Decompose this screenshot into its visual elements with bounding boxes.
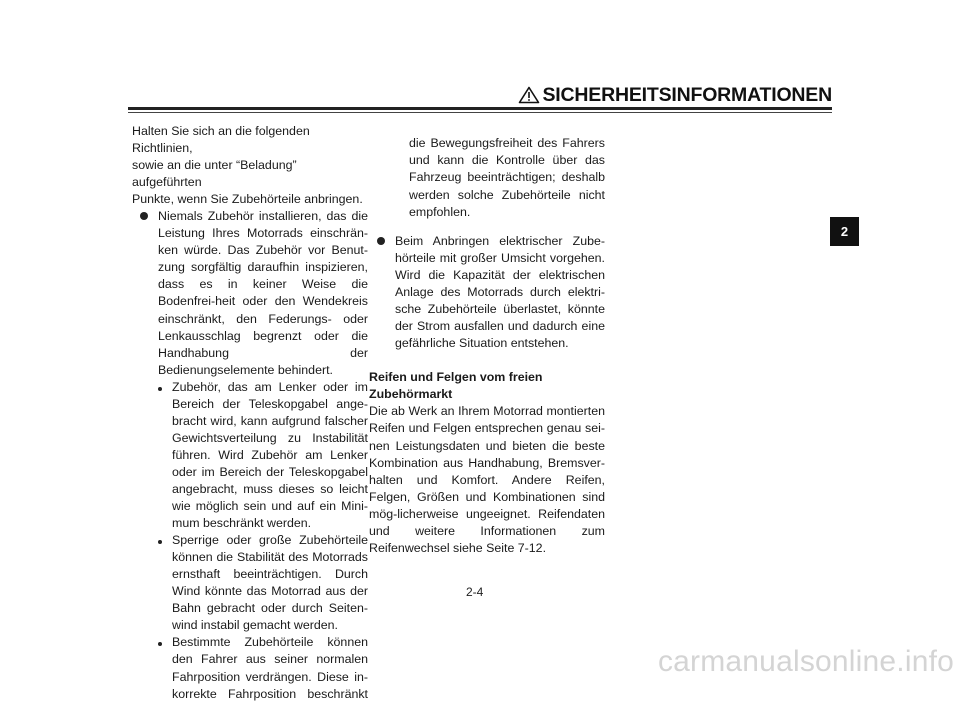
sub-bullet-text: Zubehör, das am Lenker oder im Bereich der Teleskopgabel ange-bracht wird, kann aufgrund falscher Gewichtsverteilung zu Instabilität führen. Wird Zubehör am Lenker oder im Bereich der Teleskopgabel angebracht, muss dieses so leicht wie möglich sein und auf ein Mini-mum beschränkt werden. (172, 379, 368, 531)
page-header (0, 84, 832, 107)
bullet-item (369, 233, 605, 352)
text-column-right (369, 123, 605, 557)
sub-bullet-item (132, 634, 368, 702)
warning-triangle-icon (518, 86, 540, 104)
intro-line: sowie an die unter “Beladung” aufgeführten (132, 158, 297, 190)
sub-bullet-text: Bestimmte Zubehörteile können den Fahrer aus seiner normalen Fahrposition verdrängen. Diese in-korrekte Fahrposition beschränkt (172, 635, 368, 701)
intro-line: Halten Sie sich an die folgenden Richtlinien, (132, 124, 310, 156)
chapter-tab: 2 (830, 217, 859, 246)
sub-bullet-icon (158, 540, 162, 544)
bullet-icon (377, 237, 385, 245)
sub-bullet-continuation: die Bewegungsfreiheit des Fahrers und kann die Kontrolle über das Fahrzeug beeinträchtigen; deshalb werden solche Zubehörteile nicht empfohlen. (409, 136, 605, 219)
section-heading: Zubehörmarkt (369, 387, 453, 402)
bullet-text: Niemals Zubehör installieren, das die Leistung Ihres Motorrads einschrän-ken würde. Das Zubehör vor Benut-zung sorgfältig daraufhin inspizieren, dass es in keiner Weise die Bodenfrei-heit oder den Wendekreis einschränkt, den Federungs- oder Lenkausschlag begrenzt oder die Handhabung der Bedienungselemente behindert. (158, 209, 368, 377)
sub-bullet-item (132, 379, 368, 532)
watermark: carmanualsonline.info (657, 645, 954, 678)
section-heading: Reifen und Felgen vom freien (369, 370, 543, 385)
page-number: 2-4 (466, 585, 484, 599)
bullet-item (132, 208, 368, 378)
sub-bullet-item (132, 532, 368, 634)
section-paragraph: Die ab Werk an Ihrem Motorrad montierten Reifen und Felgen entsprechen genau sei-nen Leistungsdaten und bieten die beste Kombination aus Handhabung, Bremsver-halten und Komfort. Andere Reifen, Felgen, Größen und Kombinationen sind mög-licherweise ungeeignet. Reifendaten und weitere Informationen zum Reifenwechsel siehe Seite 7-12. (369, 404, 605, 555)
header-rule (128, 107, 832, 110)
bullet-text: Beim Anbringen elektrischer Zube-hörteile mit großer Umsicht vorgehen. Wird die Kapazität der elektrischen Anlage des Motorrads durch elektri-sche Zubehörteile überlastet, könnte der Strom ausfallen und dadurch eine gefährliche Situation entstehen. (395, 234, 605, 351)
text-column-left (132, 123, 368, 703)
intro-line: Punkte, wenn Sie Zubehörteile anbringen. (132, 192, 363, 207)
bullet-icon (140, 212, 148, 220)
sub-bullet-text: Sperrige oder große Zubehörteile können die Stabilität des Motorrads ernsthaft beeinträchtigen. Durch Wind könnte das Motorrad aus der Bahn gebracht oder durch Seiten-wind instabil gemacht werden. (172, 533, 368, 633)
sub-bullet-icon (158, 387, 162, 391)
page-title: SICHERHEITSINFORMATIONEN (542, 84, 832, 106)
header-rule-thin (128, 112, 832, 113)
sub-bullet-icon (158, 642, 162, 646)
